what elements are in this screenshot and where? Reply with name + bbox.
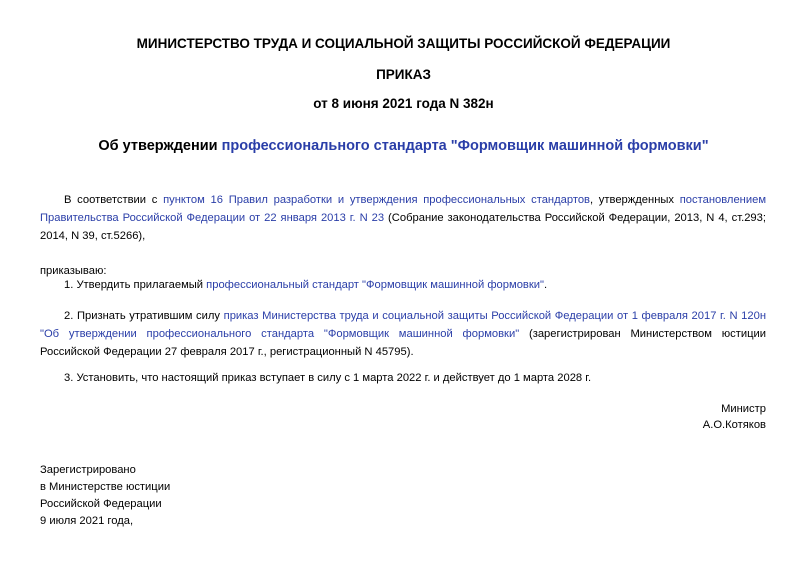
item1-text-2: . [543,279,548,291]
registration-line-2: в Министерстве юстиции [40,481,171,493]
registration-line-4: 9 июля 2021 года, [40,515,134,527]
professional-standard-link[interactable]: профессиональный стандарт "Формовщик машинной формовки" [206,279,544,291]
registration-line-3: Российской Федерации [40,498,162,510]
government-decree-link[interactable]: постановлением Правительства Российской Федерации от 22 января 2013 г. N 23 [40,194,767,224]
item2-text-2: (зарегистрирован Министерством юстиции Российской Федерации 27 февраля 2017 г., регистрационный N 45795). [40,328,766,358]
order-word: приказываю: [40,265,107,277]
item2-text-1: 2. Признать утратившим силу [64,310,224,322]
document-title [0,138,807,154]
preamble-text-3: (Собрание законодательства Российской Федерации, 2013, N 4, ст.293; 2014, N 39, ст.5266), [40,212,766,242]
signature-title: Министр [721,403,766,415]
rules-item16-link[interactable]: пунктом 16 Правил разработки и утверждения профессиональных стандартов [163,194,590,206]
registration-line-1: Зарегистрировано [40,464,136,476]
signature-name: А.О.Котяков [702,419,766,431]
document-date-number: от 8 июня 2021 года N 382н [313,96,494,111]
order-item-2 [40,307,766,361]
registration-block [40,462,170,530]
previous-order-link[interactable]: приказ Министерства труда и социальной защиты Российской Федерации от 1 февраля 2017 г. N 120н "Об утверждении профессионального стандарта "Формовщик машинной формовки" [40,310,767,340]
ministry-heading: МИНИСТЕРСТВО ТРУДА И СОЦИАЛЬНОЙ ЗАЩИТЫ РОССИЙСКОЙ ФЕДЕРАЦИИ [136,36,671,51]
preamble-paragraph [40,191,766,245]
item1-text-1: 1. Утвердить прилагаемый [64,279,207,291]
order-item-1 [40,276,766,294]
preamble-text-1: В соответствии с [64,194,164,206]
title-prefix: Об утверждении [98,138,222,154]
title-standard-link[interactable]: профессионального стандарта "Формовщик машинной формовки" [221,138,709,154]
order-item-3 [40,369,766,387]
item3-text-1: 3. Установить, что настоящий приказ вступает в силу с 1 марта 2022 г. и действует до 1 марта 2028 г. [64,372,592,384]
preamble-text-2: , утвержденных [589,194,680,206]
document-type: ПРИКАЗ [376,67,431,82]
